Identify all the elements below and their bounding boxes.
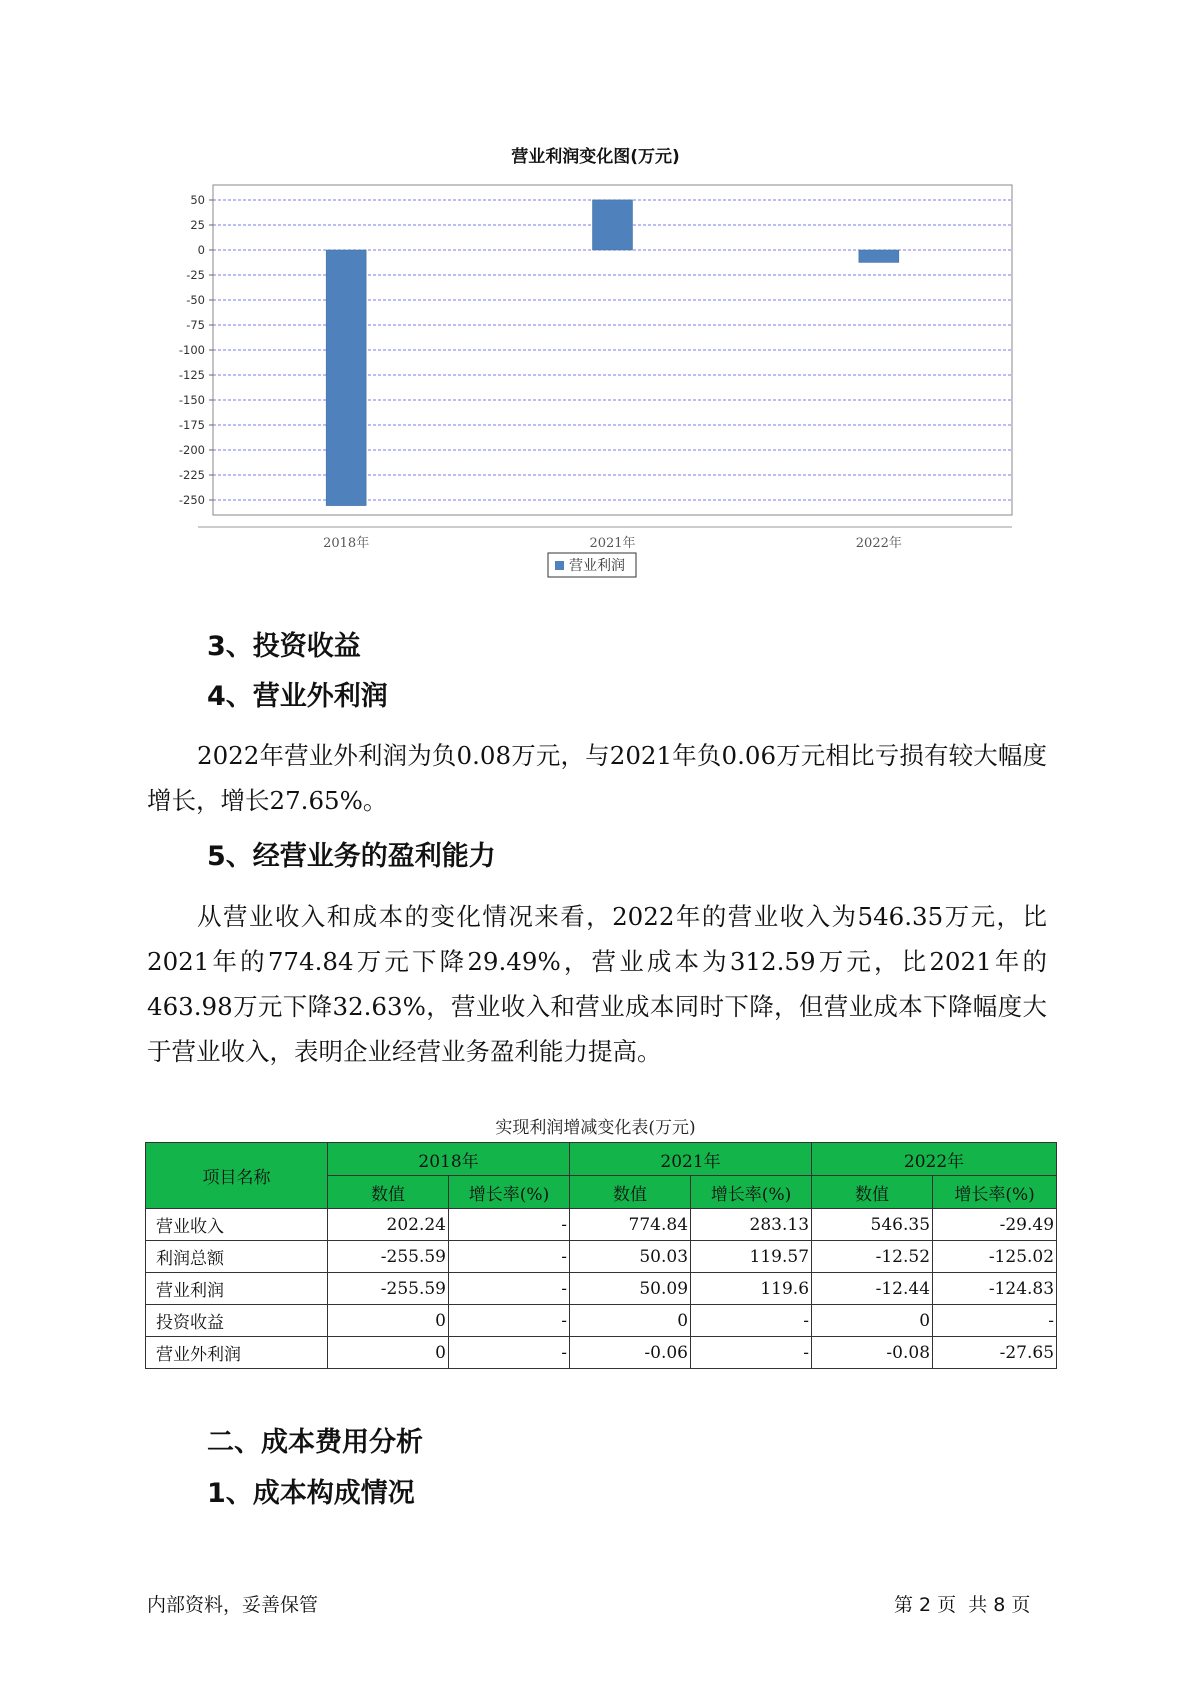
- cell: 0: [328, 1305, 449, 1337]
- cell: 202.24: [328, 1209, 449, 1241]
- cell: -29.49: [933, 1209, 1057, 1241]
- row-name: 营业外利润: [146, 1337, 328, 1369]
- cell: -125.02: [933, 1241, 1057, 1273]
- table-row: [146, 1241, 1057, 1273]
- operating-profit-chart: [150, 170, 1040, 600]
- table-row: [146, 1209, 1057, 1241]
- cell: 119.57: [691, 1241, 812, 1273]
- cell: -: [691, 1305, 812, 1337]
- y-tick-label: 50: [190, 193, 205, 207]
- header-value: 数值: [328, 1176, 449, 1209]
- cell: -0.06: [570, 1337, 691, 1369]
- x-tick-label: 2022年: [855, 536, 902, 551]
- bar: [859, 250, 899, 262]
- table-row: [146, 1305, 1057, 1337]
- paragraph-profitability: 从营业收入和成本的变化情况来看，2022年的营业收入为546.35万元，比2021年的774.84万元下降29.49%，营业成本为312.59万元，比2021年的463.98万元下降32.63%，营业收入和营业成本同时下降，但营业成本下降幅度大于营业收入，表明企业经营业务盈利能力提高。: [147, 902, 1047, 1066]
- y-tick-label: 25: [190, 218, 205, 232]
- cell: 50.03: [570, 1241, 691, 1273]
- cell: 283.13: [691, 1209, 812, 1241]
- paragraph-non-operating-profit: 2022年营业外利润为负0.08万元，与2021年负0.06万元相比亏损有较大幅度增长，增长27.65%。: [147, 741, 1047, 815]
- y-tick-label: -200: [178, 443, 205, 457]
- cell: -27.65: [933, 1337, 1057, 1369]
- header-growth-rate: 增长率(%): [691, 1176, 812, 1209]
- header-year-2022: 2022年: [812, 1143, 1057, 1176]
- heading-profitability: 5、经营业务的盈利能力: [207, 841, 496, 872]
- cell: 119.6: [691, 1273, 812, 1305]
- y-tick-label: -175: [178, 418, 205, 432]
- cell: -12.44: [812, 1273, 933, 1305]
- row-name: 利润总额: [146, 1241, 328, 1273]
- y-tick-label: -75: [186, 318, 205, 332]
- table-header-row: [146, 1143, 1057, 1176]
- cell: -: [449, 1241, 570, 1273]
- y-tick-label: -225: [178, 468, 205, 482]
- heading-cost-analysis: 二、成本费用分析: [207, 1427, 423, 1458]
- legend-label: 营业利润: [569, 558, 625, 574]
- header-year-2021: 2021年: [570, 1143, 812, 1176]
- x-tick-label: 2021年: [589, 536, 636, 551]
- bar: [326, 250, 366, 506]
- legend-swatch: [555, 561, 564, 570]
- header-growth-rate: 增长率(%): [933, 1176, 1057, 1209]
- header-growth-rate: 增长率(%): [449, 1176, 570, 1209]
- heading-non-operating-profit: 4、营业外利润: [207, 681, 388, 712]
- bar: [593, 200, 633, 250]
- y-tick-label: 0: [197, 243, 205, 257]
- footer-page-number: 第 2 页 共 8 页: [894, 1594, 1031, 1616]
- cell: 50.09: [570, 1273, 691, 1305]
- chart-title: 营业利润变化图(万元): [511, 147, 680, 167]
- y-tick-label: -250: [178, 493, 205, 507]
- header-year-2018: 2018年: [328, 1143, 570, 1176]
- heading-cost-structure: 1、成本构成情况: [207, 1478, 415, 1509]
- profit-change-table: [145, 1142, 1057, 1369]
- y-tick-label: -150: [178, 393, 205, 407]
- cell: -: [933, 1305, 1057, 1337]
- row-name: 营业利润: [146, 1273, 328, 1305]
- row-name: 投资收益: [146, 1305, 328, 1337]
- table-row: [146, 1337, 1057, 1369]
- table-row: [146, 1273, 1057, 1305]
- cell: -124.83: [933, 1273, 1057, 1305]
- header-value: 数值: [812, 1176, 933, 1209]
- row-name: 营业收入: [146, 1209, 328, 1241]
- x-tick-label: 2018年: [323, 536, 370, 551]
- cell: 0: [328, 1337, 449, 1369]
- cell: 774.84: [570, 1209, 691, 1241]
- y-tick-label: -50: [186, 293, 205, 307]
- y-tick-label: -25: [186, 268, 205, 282]
- cell: -: [449, 1209, 570, 1241]
- cell: -12.52: [812, 1241, 933, 1273]
- header-item-name: 项目名称: [146, 1143, 328, 1209]
- cell: -: [449, 1273, 570, 1305]
- cell: -255.59: [328, 1241, 449, 1273]
- y-tick-label: -125: [178, 368, 205, 382]
- cell: -: [449, 1337, 570, 1369]
- header-value: 数值: [570, 1176, 691, 1209]
- y-tick-label: -100: [178, 343, 205, 357]
- cell: 0: [812, 1305, 933, 1337]
- heading-investment-income: 3、投资收益: [207, 631, 361, 662]
- cell: -: [691, 1337, 812, 1369]
- cell: 0: [570, 1305, 691, 1337]
- cell: -: [449, 1305, 570, 1337]
- table-caption: 实现利润增减变化表(万元): [495, 1118, 696, 1138]
- cell: -255.59: [328, 1273, 449, 1305]
- cell: 546.35: [812, 1209, 933, 1241]
- footer-confidential-note: 内部资料，妥善保管: [147, 1594, 319, 1616]
- cell: -0.08: [812, 1337, 933, 1369]
